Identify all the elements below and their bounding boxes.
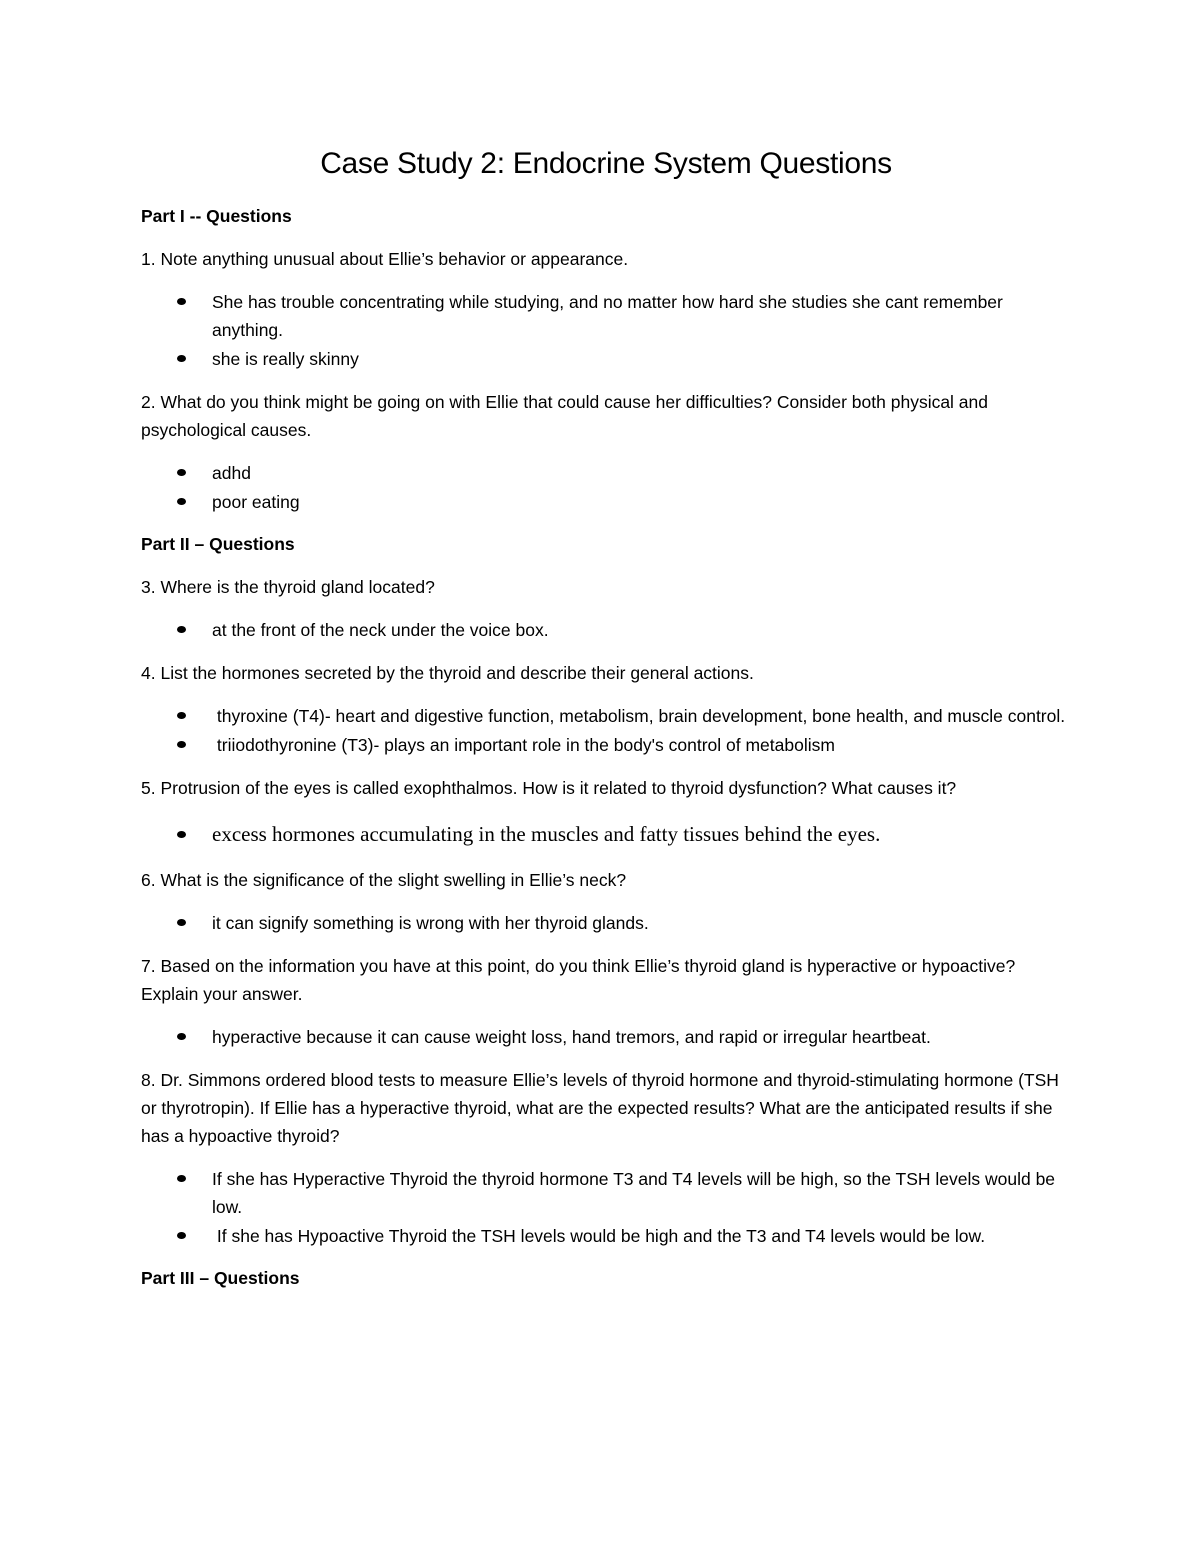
question-number: 8. <box>141 1070 156 1090</box>
question-text: Protrusion of the eyes is called exophthalmos. How is it related to thyroid dysfunction? What causes it? <box>160 778 957 798</box>
answer-item <box>141 1165 1071 1221</box>
answer-text: hyperactive because it can cause weight loss, hand tremors, and rapid or irregular heartbeat. <box>212 1027 931 1047</box>
answer-text: She has trouble concentrating while studying, and no matter how hard she studies she cant remember anything. <box>212 292 1008 340</box>
question-text: What is the significance of the slight swelling in Ellie’s neck? <box>160 870 627 890</box>
bullet-icon <box>177 712 186 719</box>
answer-list <box>141 817 1071 851</box>
bullet-icon <box>177 626 186 633</box>
document-body <box>141 202 1071 1292</box>
question-text: Where is the thyroid gland located? <box>160 577 435 597</box>
bullet-icon <box>177 919 186 926</box>
answer-list <box>141 1023 1071 1051</box>
answer-list <box>141 1165 1071 1250</box>
question <box>141 388 1071 444</box>
question <box>141 1066 1071 1150</box>
answer-list <box>141 459 1071 516</box>
answer-list <box>141 616 1071 644</box>
question-number: 7. <box>141 956 156 976</box>
answer-item <box>141 345 1071 373</box>
question-number: 1. <box>141 249 156 269</box>
answer-item <box>141 1222 1071 1250</box>
answer-list <box>141 702 1071 759</box>
page-title: Case Study 2: Endocrine System Questions <box>320 147 892 180</box>
answer-item <box>141 1023 1071 1051</box>
answer-text: triiodothyronine (T3)- plays an important role in the body's control of metabolism <box>212 735 835 755</box>
question <box>141 952 1071 1008</box>
question-number: 4. <box>141 663 156 683</box>
bullet-icon <box>177 831 186 838</box>
answer-item <box>141 616 1071 644</box>
document-page <box>141 140 1071 1292</box>
answer-item <box>141 909 1071 937</box>
answer-text: thyroxine (T4)- heart and digestive function, metabolism, brain development, bone health, and muscle control. <box>212 706 1066 726</box>
question <box>141 774 1071 802</box>
answer-text: excess hormones accumulating in the muscles and fatty tissues behind the eyes. <box>212 822 881 846</box>
answer-text: at the front of the neck under the voice box. <box>212 620 549 640</box>
question-number: 3. <box>141 577 156 597</box>
answer-text: it can signify something is wrong with her thyroid glands. <box>212 913 649 933</box>
bullet-icon <box>177 1033 186 1040</box>
question-text: Note anything unusual about Ellie’s behavior or appearance. <box>160 249 629 269</box>
part-heading: Part III – Questions <box>141 1268 300 1288</box>
bullet-icon <box>177 1175 186 1182</box>
answer-text: If she has Hyperactive Thyroid the thyroid hormone T3 and T4 levels will be high, so the TSH levels would be low. <box>212 1169 1060 1217</box>
answer-text: she is really skinny <box>212 349 359 369</box>
answer-text: If she has Hypoactive Thyroid the TSH levels would be high and the T3 and T4 levels would be low. <box>212 1226 986 1246</box>
bullet-icon <box>177 298 186 305</box>
bullet-icon <box>177 741 186 748</box>
part-heading: Part I -- Questions <box>141 206 292 226</box>
answer-item <box>141 288 1071 344</box>
answer-item <box>141 817 1071 851</box>
question <box>141 573 1071 601</box>
answer-item <box>141 459 1071 487</box>
answer-item <box>141 488 1071 516</box>
question <box>141 245 1071 273</box>
bullet-icon <box>177 355 186 362</box>
question <box>141 866 1071 894</box>
answer-item <box>141 702 1071 730</box>
question <box>141 659 1071 687</box>
question-number: 5. <box>141 778 156 798</box>
question-number: 6. <box>141 870 156 890</box>
bullet-icon <box>177 469 186 476</box>
answer-list <box>141 288 1071 373</box>
question-text: What do you think might be going on with Ellie that could cause her difficulties? Consider both physical and psychological causes. <box>141 392 989 440</box>
answer-list <box>141 909 1071 937</box>
answer-text: poor eating <box>212 492 300 512</box>
bullet-icon <box>177 498 186 505</box>
question-number: 2. <box>141 392 156 412</box>
bullet-icon <box>177 1232 186 1239</box>
answer-text: adhd <box>212 463 251 483</box>
question-text: List the hormones secreted by the thyroid and describe their general actions. <box>160 663 754 683</box>
answer-item <box>141 731 1071 759</box>
part-heading: Part II – Questions <box>141 534 295 554</box>
question-text: Dr. Simmons ordered blood tests to measure Ellie’s levels of thyroid hormone and thyroid-stimulating hormone (TSH or thyrotropin). If Ellie has a hyperactive thyroid, what are the expected results? What are the anticipated results if she has a hypoactive thyroid? <box>141 1070 1059 1146</box>
question-text: Based on the information you have at this point, do you think Ellie’s thyroid gland is hyperactive or hypoactive? Explain your answer. <box>141 956 1016 1004</box>
